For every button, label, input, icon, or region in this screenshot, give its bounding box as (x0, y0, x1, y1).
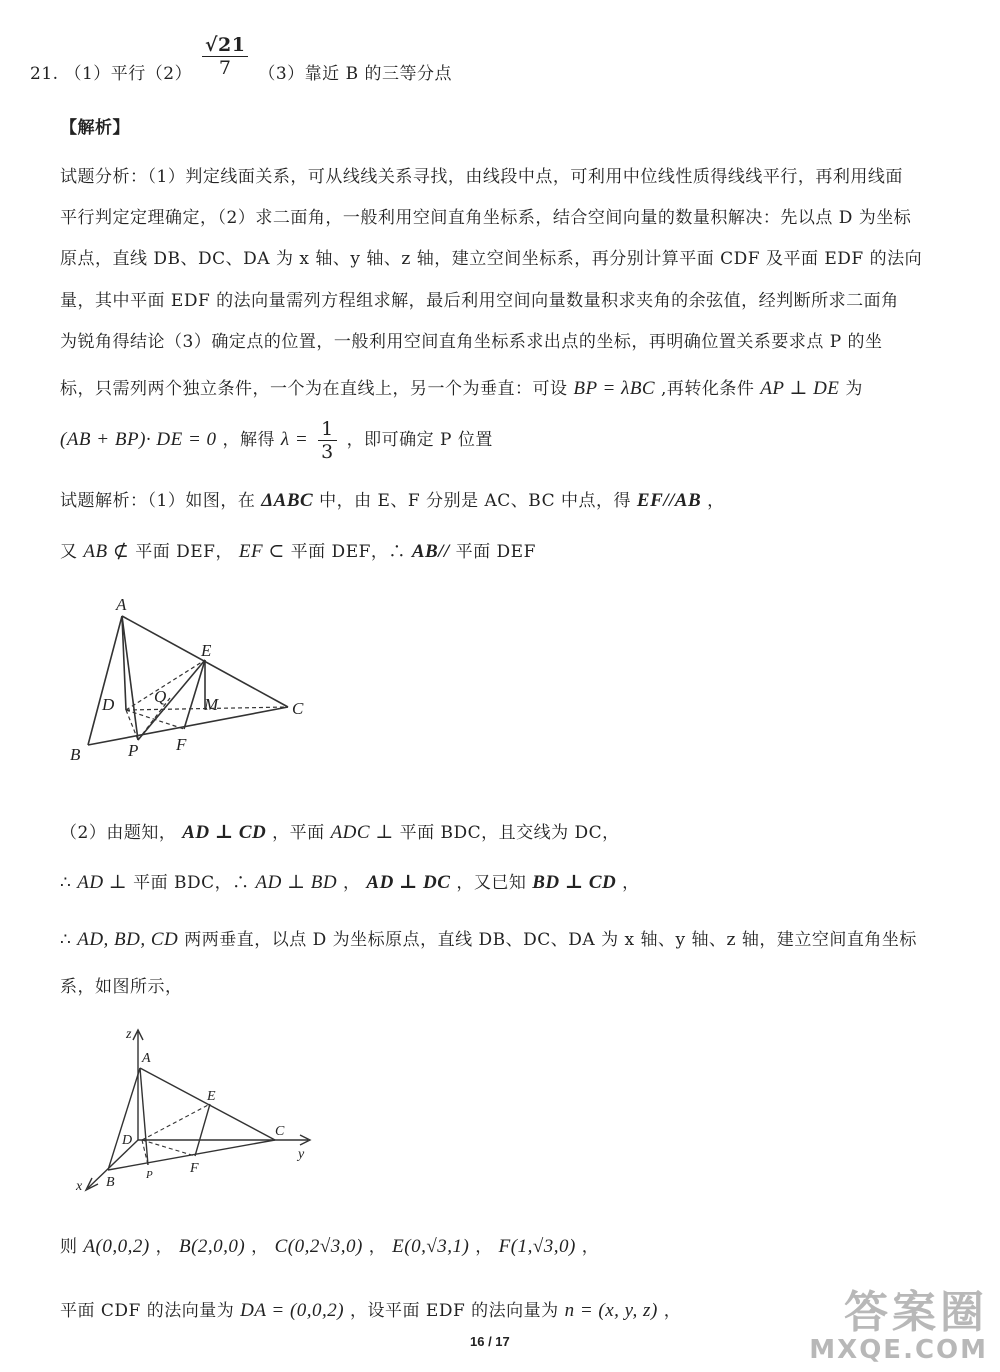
ad-perp-dc: AD ⊥ DC (366, 872, 451, 893)
solution-line-4-text-e: ， (622, 873, 640, 893)
lambda-label: λ = (280, 429, 309, 450)
dot-product-equation: (AB + BP)· DE = 0 (60, 429, 217, 450)
solution-line-1 (60, 486, 725, 512)
bd-perp-cd: BD ⊥ CD (532, 872, 617, 893)
analysis-line-1: 试题分析：（1）判定线面关系，可从线线关系寻找，由线段中点，可利用中位线性质得线线平行，再利用线面 (60, 167, 903, 187)
coord-f: F(1,√3,0) (498, 1236, 576, 1257)
ef-in-plane: EF ⊂ (238, 541, 285, 562)
normal-vector-text-c: ， (663, 1301, 682, 1321)
fraction-denominator: 7 (218, 57, 232, 79)
ab-parallel: AB// (411, 541, 450, 562)
figure-2-coordinate-system (70, 1020, 330, 1195)
solution-line-4 (60, 868, 640, 894)
label-c: C (292, 699, 304, 718)
edge-ab-2 (108, 1068, 140, 1170)
watermark (809, 1287, 988, 1365)
solution-line-3-text-a: （2）由题知， (60, 823, 177, 843)
normal-vector-text-a: 平面 CDF 的法向量为 (60, 1301, 235, 1321)
figure-1-tetrahedron (60, 590, 340, 770)
edge-ef (184, 660, 205, 729)
coord-a: A(0,0,2) (83, 1236, 150, 1257)
ad-perp-cd: AD ⊥ CD (182, 822, 267, 843)
label-f-2: F (190, 1161, 199, 1176)
label-x: x (76, 1179, 83, 1194)
label-y: y (298, 1147, 305, 1162)
label-b-2: B (106, 1175, 115, 1190)
edge-de-2 (142, 1104, 210, 1140)
lambda-numerator: 1 (318, 418, 337, 441)
ef-parallel-ab: EF//AB (636, 490, 702, 511)
analysis-line-6-text-b: ,再转化条件 (661, 379, 755, 399)
question-number: 21. (30, 64, 59, 84)
ab-not-in-plane: AB ⊄ (83, 541, 130, 562)
coord-sep-3: ， (368, 1237, 387, 1257)
analysis-line-3: 原点，直线 DB、DC、DA 为 x 轴、y 轴、z 轴，建立空间坐标系，再分别计算平面 CDF 及平面 EDF 的法向 (60, 249, 923, 269)
normal-vector-text-b: ，设平面 EDF 的法向量为 (350, 1301, 559, 1321)
label-z: z (126, 1027, 132, 1042)
analysis-line-7-text-b: ，即可确定 P 位置 (346, 430, 493, 450)
analysis-line-7-text-a: ，解得 (222, 430, 275, 450)
coord-e: E(0,√3,1) (392, 1236, 470, 1257)
coord-sep-5: ， (581, 1237, 600, 1257)
coord-b: B(2,0,0) (178, 1236, 246, 1257)
edge-ac-2 (140, 1068, 275, 1140)
answer-part3: （3）靠近 B 的三等分点 (258, 64, 452, 84)
label-b: B (70, 745, 81, 764)
solution-line-4-text-b: 平面 BDC，∴ (133, 873, 250, 893)
watermark-title: 答案圈 (844, 1287, 988, 1338)
analysis-line-2: 平行判定定理确定，（2）求二面角，一般利用空间直角坐标系，结合空间向量的数量积解决：先以点 D 为坐标 (60, 208, 912, 228)
solution-line-1-text-a: 试题解析：（1）如图，在 (60, 491, 256, 511)
ad-bd-cd: AD, BD, CD (77, 929, 179, 950)
solution-line-4-text-c: ， (342, 873, 361, 893)
label-d-2: D (122, 1133, 133, 1148)
edge-ab (88, 616, 122, 745)
page-number: 16 / 17 (470, 1334, 510, 1349)
jiexi-heading: 【解析】 (60, 118, 130, 138)
triangle-abc: ΔABC (261, 490, 314, 511)
answer-line (30, 34, 452, 97)
lambda-fraction (318, 418, 337, 463)
label-a: A (116, 595, 127, 614)
solution-line-5-text-b: 两两垂直，以点 D 为坐标原点，直线 DB、DC、DA 为 x 轴、y 轴、z 轴，建立空间直角坐标 (184, 930, 917, 950)
coordinates-prefix: 则 (60, 1237, 78, 1257)
therefore-symbol-2: ∴ (60, 930, 72, 950)
solution-line-1-text-b: 中，由 E、F 分别是 AC、BC 中点，得 (319, 491, 631, 511)
analysis-line-6-text-a: 标，只需列两个独立条件，一个为在直线上，另一个为垂直：可设 (60, 379, 568, 399)
analysis-line-5: 为锐角得结论（3）确定点的位置，一般利用空间直角坐标系求出点的坐标，再明确位置关系要求点 P 的坐 (60, 332, 883, 352)
vector-da: DA = (0,0,2) (240, 1300, 345, 1321)
coord-sep-2: ， (251, 1237, 269, 1257)
edge-ep (138, 660, 205, 740)
label-a-2: A (142, 1051, 151, 1066)
solution-line-2 (60, 537, 536, 563)
edge-df-2 (142, 1140, 195, 1156)
lambda-denominator: 3 (321, 441, 334, 463)
label-e: E (201, 641, 212, 660)
edge-bc (88, 707, 288, 745)
label-f: F (176, 735, 187, 754)
label-p: P (128, 741, 139, 760)
solution-line-2-text-d: 平面 DEF (455, 542, 536, 562)
fraction-numerator: √21 (202, 34, 248, 57)
analysis-line-6-text-c: 为 (845, 379, 863, 399)
solution-line-3 (60, 818, 620, 844)
analysis-line-6 (60, 374, 863, 400)
solution-line-4-text-d: ，又已知 (456, 873, 527, 893)
coordinates-line (60, 1232, 599, 1258)
solution-line-3-text-b: ，平面 (272, 823, 325, 843)
solution-line-2-text-c: 平面 DEF，∴ (290, 542, 406, 562)
solution-line-2-text-a: 又 (60, 542, 78, 562)
vector-equation-bp: BP = λBC (573, 378, 656, 399)
ad-perp-bd: AD ⊥ BD (255, 872, 338, 893)
coord-sep-4: ， (475, 1237, 493, 1257)
answer-part1: （1）平行（2） (64, 64, 193, 84)
coord-sep-1: ， (155, 1237, 174, 1257)
answer-fraction (202, 34, 248, 79)
edge-ef-2 (195, 1104, 210, 1156)
label-e-2: E (207, 1089, 216, 1104)
solution-line-3-text-c: 平面 BDC，且交线为 DC， (399, 823, 620, 843)
coord-c: C(0,2√3,0) (274, 1236, 363, 1257)
solution-line-6: 系，如图所示， (60, 977, 183, 997)
label-d: D (102, 695, 115, 714)
vector-n: n = (x, y, z) (564, 1300, 658, 1321)
analysis-line-7 (60, 418, 493, 463)
ad-perp: AD ⊥ (77, 872, 128, 893)
solution-line-2-text-b: 平面 DEF， (135, 542, 233, 562)
solution-line-5 (60, 925, 917, 951)
analysis-line-4: 量，其中平面 EDF 的法向量需列方程组求解，最后利用空间向量数量积求夹角的余弦值，经判断所求二面角 (60, 291, 899, 311)
solution-line-1-text-c: ， (707, 491, 725, 511)
perpendicular-ap-de: AP ⊥ DE (760, 378, 840, 399)
label-m: M (204, 695, 219, 714)
label-c-2: C (275, 1124, 285, 1139)
watermark-url: MXQE.COM (809, 1335, 988, 1365)
therefore-symbol: ∴ (60, 873, 72, 893)
plane-adc-perp: ADC ⊥ (330, 822, 394, 843)
normal-vector-line (60, 1296, 681, 1322)
label-p-2: P (146, 1169, 153, 1181)
label-q: Q (154, 687, 167, 706)
